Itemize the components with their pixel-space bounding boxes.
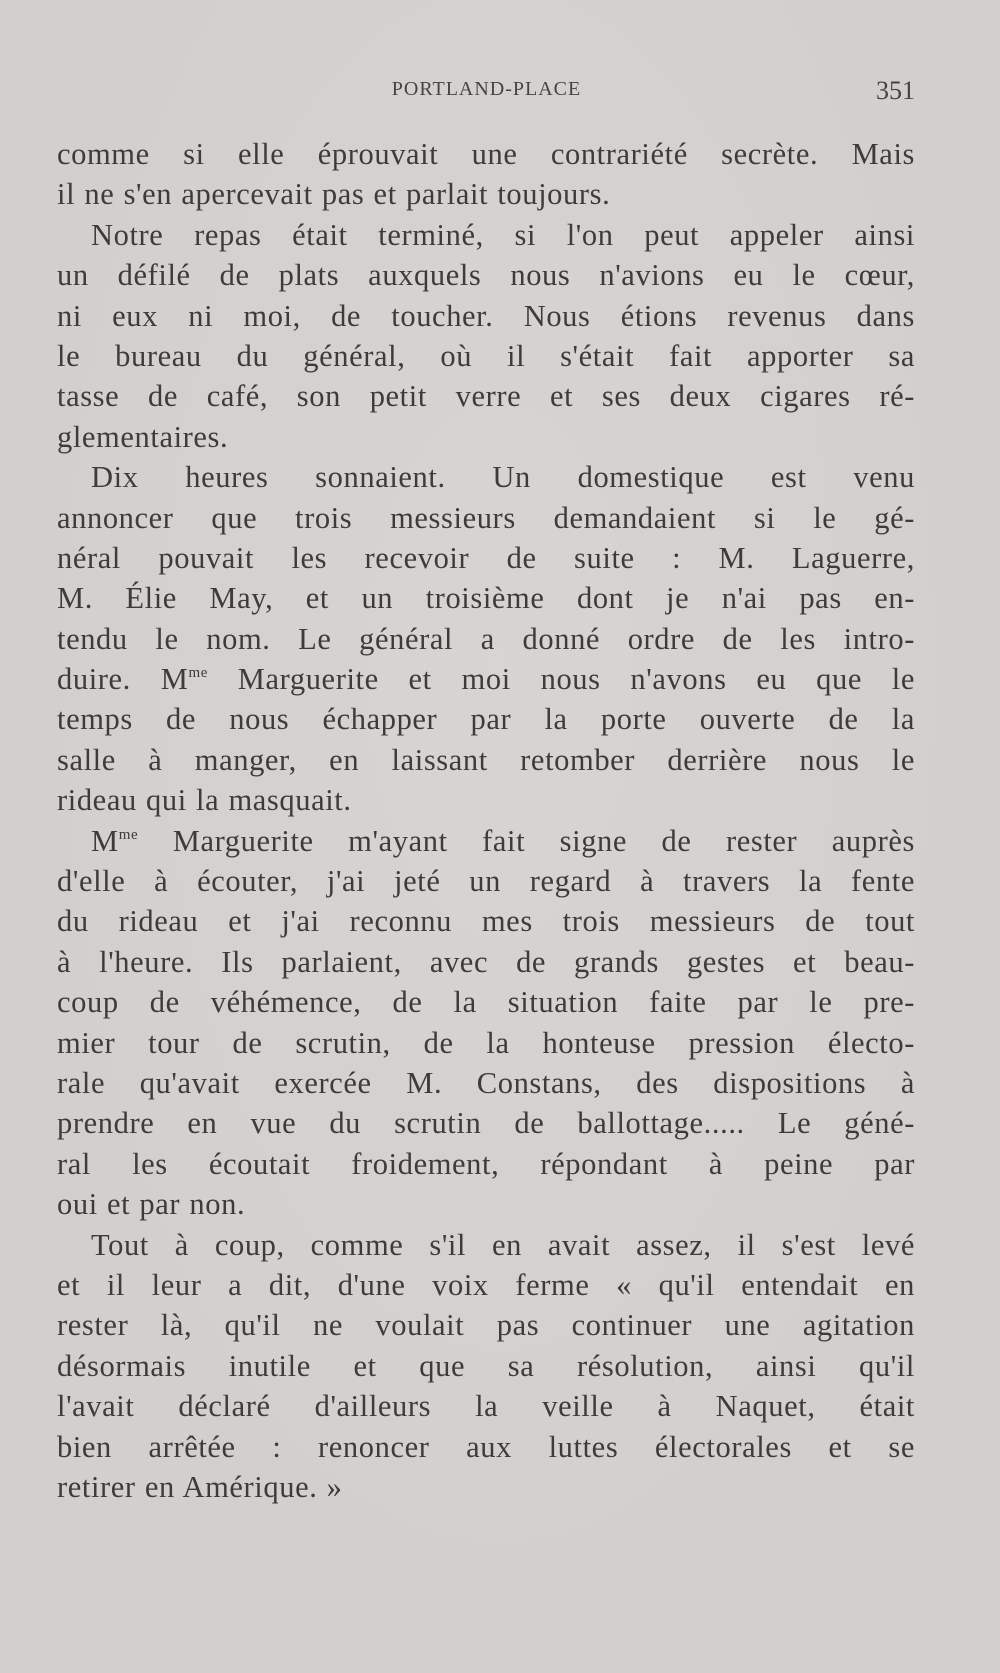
text-line: rideau qui la masquait. [57, 783, 352, 818]
paragraph-first-line: Dix heures sonnaient. Un domestique est venu [91, 460, 915, 495]
text-line: tendu le nom. Le général a donné ordre de les intro- [57, 621, 915, 656]
body-text [57, 134, 915, 1507]
paragraph-first-line: Tout à coup, comme s'il en avait assez, il s'est levé [91, 1227, 915, 1262]
text-line: M. Élie May, et un troisième dont je n'ai pas en- [57, 581, 915, 616]
text-line: temps de nous échapper par la porte ouverte de la [57, 702, 915, 737]
text-line: à l'heure. Ils parlaient, avec de grands gestes et beau- [57, 944, 915, 979]
text-line: mier tour de scrutin, de la honteuse pression électo- [57, 1025, 915, 1060]
paragraph-first-line [57, 821, 915, 861]
text-line: d'elle à écouter, j'ai jeté un regard à travers la fente [57, 864, 915, 899]
text-line: le bureau du général, où il s'était fait apporter sa [57, 338, 915, 373]
text-fragment: Marguerite m'ayant fait signe de rester auprès [172, 823, 915, 858]
text-line: tasse de café, son petit verre et ses deux cigares ré- [57, 379, 915, 414]
page-number: 351 [876, 76, 915, 105]
running-head [58, 78, 915, 108]
text-fragment: duire. [57, 662, 131, 697]
running-title: PORTLAND-PLACE [391, 78, 582, 100]
text-line: retirer en Amérique. » [57, 1469, 343, 1504]
paragraph-first-line: Notre repas était terminé, si l'on peut appeler ainsi [91, 217, 915, 252]
text-fragment: Marguerite et moi nous n'avons eu que le [237, 662, 915, 697]
text-line: rester là, qu'il ne voulait pas continuer une agitation [57, 1308, 915, 1343]
text-line [57, 659, 915, 699]
text-line: ral les écoutait froidement, répondant à peine par [57, 1146, 915, 1181]
text-line: salle à manger, en laissant retomber derrière nous le [57, 742, 915, 777]
text-line: glementaires. [57, 419, 229, 454]
text-line: du rideau et j'ai reconnu mes trois messieurs de tout [57, 904, 915, 939]
text-line: bien arrêtée : renoncer aux luttes électorales et se [57, 1429, 915, 1464]
text-line: prendre en vue du scrutin de ballottage..... Le géné- [57, 1106, 915, 1141]
text-line: coup de véhémence, de la situation faite par le pre- [57, 985, 915, 1020]
text-line: un défilé de plats auxquels nous n'avions eu le cœur, [57, 258, 915, 293]
text-line: désormais inutile et que sa résolution, ainsi qu'il [57, 1348, 915, 1383]
text-line: ni eux ni moi, de toucher. Nous étions revenus dans [57, 298, 915, 333]
text-line: annoncer que trois messieurs demandaient si le gé- [57, 500, 915, 535]
text-line: rale qu'avait exercée M. Constans, des dispositions à [57, 1065, 915, 1100]
mme-abbreviation: $M^{me}$ [91, 823, 139, 858]
text-line: néral pouvait les recevoir de suite : M. Laguerre, [57, 540, 915, 575]
text-line: il ne s'en apercevait pas et parlait toujours. [57, 177, 611, 212]
text-line: et il leur a dit, d'une voix ferme « qu'il entendait en [57, 1267, 915, 1302]
mme-abbreviation: $M^{me}$ [160, 662, 208, 697]
text-line: l'avait déclaré d'ailleurs la veille à Naquet, était [57, 1389, 915, 1424]
text-line: comme si elle éprouvait une contrariété secrète. Mais [57, 137, 915, 171]
text-line: oui et par non. [57, 1187, 246, 1222]
